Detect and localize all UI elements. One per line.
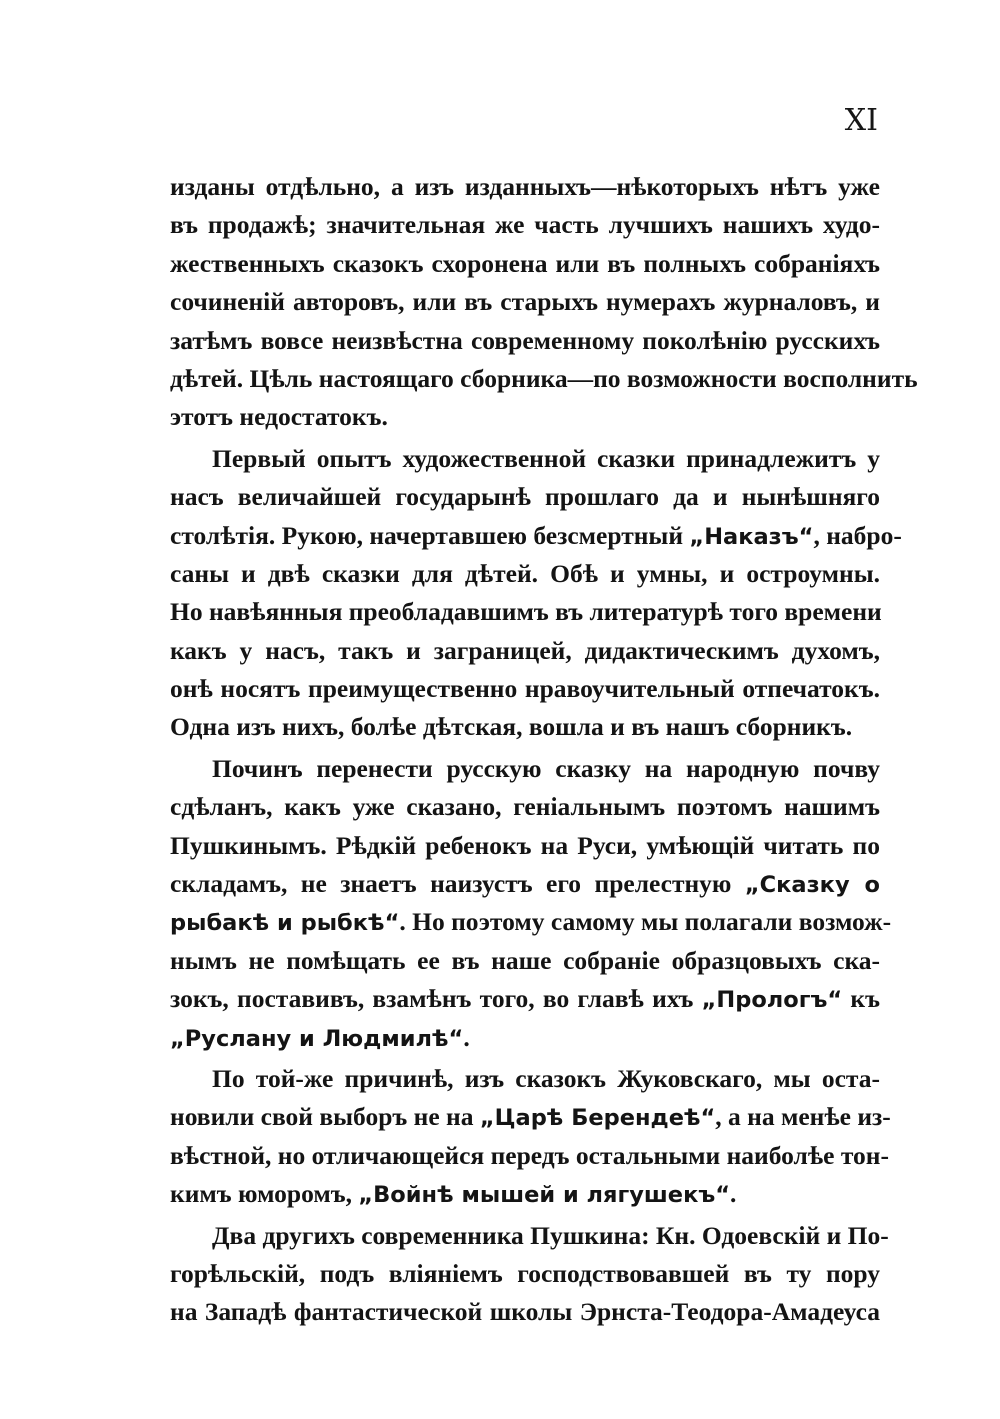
text-segment: Починъ перенести русскую сказку на народную почву	[212, 753, 880, 783]
text-line	[170, 555, 880, 593]
text-line	[170, 1060, 880, 1098]
text-segment: Два другихъ современника Пушкина: Кн. Одоевскій и По-	[212, 1220, 889, 1250]
title-reference: „Наказъ“	[689, 523, 814, 550]
text-line	[170, 478, 880, 516]
text-segment: горѣльскій, подъ вліяніемъ господствовавшей въ ту пору	[170, 1258, 880, 1288]
text-line	[170, 360, 918, 398]
page-number: XI	[844, 103, 878, 138]
text-line	[170, 788, 880, 826]
paragraph	[170, 1060, 891, 1214]
text-line	[170, 322, 880, 360]
text-line	[170, 1175, 880, 1213]
text-segment: какъ у насъ, такъ и заграницей, дидактическимъ духомъ,	[170, 635, 880, 665]
text-segment: онѣ носятъ преимущественно нравоучительный отпечатокъ.	[170, 674, 880, 704]
text-line	[170, 517, 902, 555]
text-segment: Но навѣянныя преобладавшимъ въ литературѣ того времени	[170, 597, 882, 627]
text-segment: вѣстной, но отличающейся передъ остальными наиболѣе тон-	[170, 1140, 889, 1170]
text-segment: жественныхъ сказокъ схоронена или въ полныхъ собраніяхъ	[170, 248, 880, 278]
text-line	[170, 398, 880, 436]
text-line	[170, 245, 880, 283]
text-segment: .	[463, 1022, 470, 1052]
text-segment: въ продажѣ; значительная же часть лучшихъ нашихъ худо-	[170, 210, 880, 240]
title-reference: „Сказку о	[744, 872, 880, 899]
text-line	[170, 440, 880, 478]
text-segment: саны и двѣ сказки для дѣтей. Обѣ и умны, и остроумны.	[170, 558, 880, 588]
text-line	[170, 283, 880, 321]
text-line	[170, 168, 880, 206]
text-segment: на Западѣ фантастической школы Эрнста-Теодора-Амадеуса	[170, 1297, 880, 1327]
text-segment: этотъ недостатокъ.	[170, 402, 388, 432]
text-line	[170, 903, 892, 941]
text-segment: . Но поэтому самому мы полагали возмож-	[399, 907, 892, 937]
text-segment: къ	[842, 984, 880, 1014]
text-segment: зокъ, поставивъ, взамѣнъ того, во главѣ ихъ	[170, 984, 702, 1014]
text-line	[170, 1293, 880, 1331]
text-line	[170, 1217, 889, 1255]
text-segment: Пушкинымъ. Рѣдкій ребенокъ на Руси, умѣющій читать по	[170, 830, 880, 860]
text-line	[170, 632, 880, 670]
body-text	[170, 168, 918, 1332]
text-segment: новили свой выборъ не на	[170, 1102, 480, 1132]
text-line	[170, 980, 880, 1018]
paragraph	[170, 750, 892, 1057]
paragraph	[170, 168, 918, 437]
text-segment: Одна изъ нихъ, болѣе дѣтская, вошла и въ нашъ сборникъ.	[170, 712, 853, 742]
paragraph	[170, 440, 902, 747]
text-line	[170, 593, 880, 631]
text-segment: нымъ не помѣщать ее въ наше собраніе образцовыхъ ска-	[170, 945, 880, 975]
title-reference: рыбакѣ и рыбкѣ“	[170, 910, 400, 937]
text-line	[170, 206, 880, 244]
title-reference: „Войнѣ мышей и лягушекъ“	[358, 1182, 731, 1209]
text-line	[170, 750, 880, 788]
text-segment: затѣмъ вовсе неизвѣстна современному поколѣнію русскихъ	[170, 325, 880, 355]
text-line	[170, 865, 880, 903]
title-reference: „Царѣ Берендеѣ“	[479, 1105, 716, 1132]
text-segment: кимъ юморомъ,	[170, 1179, 359, 1209]
text-segment: .	[730, 1179, 737, 1209]
text-segment: сочиненій авторовъ, или въ старыхъ нумерахъ журналовъ, и	[170, 287, 880, 317]
text-line	[170, 1098, 891, 1136]
text-line	[170, 827, 880, 865]
paragraph	[170, 1217, 889, 1332]
title-reference: „Прологъ“	[701, 987, 843, 1014]
text-line	[170, 1255, 880, 1293]
title-reference: „Руслану и Людмилѣ“	[170, 1025, 464, 1052]
text-segment: насъ величайшей государынѣ прошлаго да и нынѣшняго	[170, 482, 880, 512]
text-segment: , а на менѣе из-	[715, 1102, 891, 1132]
text-segment: изданы отдѣльно, а изъ изданныхъ—нѣкоторыхъ нѣтъ уже	[170, 172, 880, 201]
text-line	[170, 1137, 889, 1175]
text-line	[170, 670, 880, 708]
text-segment: По той-же причинѣ, изъ сказокъ Жуковскаго, мы оста-	[212, 1063, 880, 1093]
text-segment: сдѣланъ, какъ уже сказано, геніальнымъ поэтомъ нашимъ	[170, 792, 880, 822]
text-segment: Первый опытъ художественной сказки принадлежитъ у	[212, 443, 880, 473]
text-segment: , набро-	[813, 520, 902, 550]
text-line	[170, 942, 880, 980]
text-segment: дѣтей. Цѣль настоящаго сборника—по возможности восполнить	[170, 363, 918, 393]
text-line	[170, 1019, 880, 1057]
text-segment: столѣтія. Рукою, начертавшею безсмертный	[170, 520, 690, 550]
text-line	[170, 708, 880, 746]
text-segment: складамъ, не знаетъ наизустъ его прелестную	[170, 869, 745, 899]
